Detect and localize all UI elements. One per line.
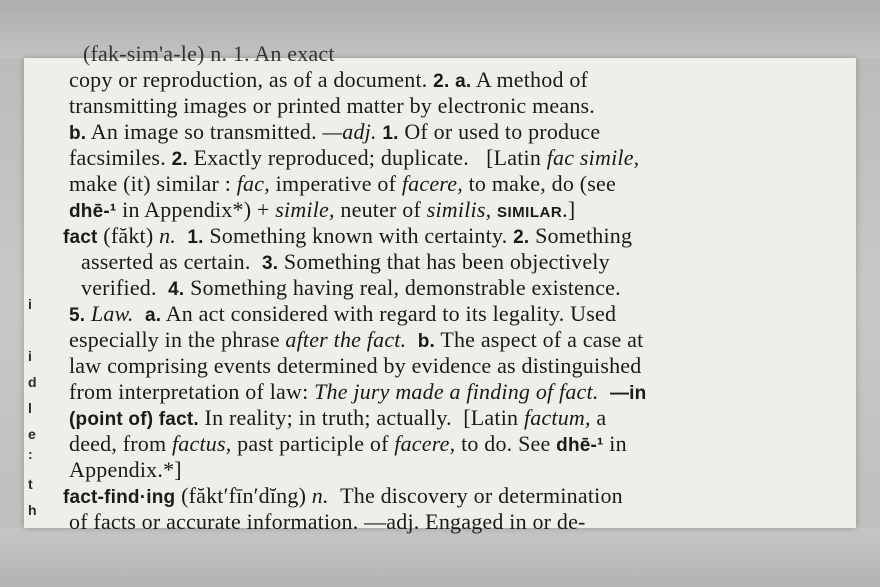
- facsimile-line-6: [69, 197, 849, 223]
- sense-number: 5.: [69, 305, 86, 326]
- idiom-marker: —in: [609, 383, 647, 404]
- sense-number: 3.: [261, 253, 279, 274]
- left-margin-bleed-letters: [24, 58, 54, 528]
- facsimile-line-1: [69, 67, 849, 93]
- sense-number: 2.: [171, 149, 188, 170]
- fact-line-6: [69, 353, 849, 379]
- latin-term: facere,: [394, 431, 456, 456]
- subsense-letter: b.: [417, 331, 435, 352]
- text: make (it) similar :: [69, 171, 232, 196]
- text: An act considered with regard to its legality. Used: [165, 301, 617, 326]
- fact-line-5: [69, 327, 849, 353]
- facsimile-line-3: [69, 119, 849, 145]
- text: to make, do (see: [468, 171, 616, 196]
- text: from interpretation of law:: [69, 379, 309, 404]
- fact-line-9: [69, 431, 849, 457]
- margin-mark: t: [28, 476, 33, 492]
- cut-top-line: [69, 41, 849, 67]
- text: neuter of: [340, 197, 422, 222]
- sense-number: 4.: [168, 279, 185, 300]
- margin-mark: i: [28, 348, 32, 364]
- sense-number: 2.: [513, 227, 530, 248]
- example-sentence: The jury made a finding of fact.: [314, 379, 599, 404]
- text: The discovery or determination: [340, 483, 623, 508]
- cut-bottom-line: [69, 509, 849, 535]
- fact-line-4: [69, 301, 849, 327]
- margin-mark: h: [28, 502, 37, 518]
- text: verified.: [81, 275, 157, 300]
- facsimile-line-2: [69, 93, 849, 119]
- text: Appendix.*]: [69, 457, 182, 482]
- sense-number: 1.: [187, 227, 204, 248]
- etymology-open: [Latin: [463, 405, 519, 430]
- text: imperative of: [275, 171, 397, 196]
- root-reference: dhē-¹: [556, 435, 604, 456]
- text: transmitting images or printed matter by electronic means.: [69, 93, 596, 118]
- sense-number: 1.: [382, 123, 399, 144]
- dictionary-page: [24, 41, 856, 534]
- latin-term: factus,: [172, 431, 232, 456]
- text: especially in the phrase: [69, 327, 280, 352]
- text: a: [596, 405, 607, 430]
- fact-line-2: [69, 249, 849, 275]
- sense-number: 2.: [433, 71, 450, 92]
- subsense-letter: a.: [455, 71, 472, 92]
- headword: fact-find·ing: [63, 487, 176, 508]
- etymology-open: [Latin: [486, 145, 542, 170]
- pos-label: n.: [311, 483, 329, 508]
- headword: fact: [63, 227, 98, 248]
- text: In reality; in truth; actually.: [204, 405, 452, 430]
- latin-term: factum,: [523, 405, 591, 430]
- background-blur-bottom: [0, 528, 880, 587]
- subsense-letter: b.: [69, 123, 87, 144]
- pronunciation: (făkt′fīn′dĭng): [181, 483, 307, 508]
- pos-label: n.: [159, 223, 176, 248]
- root-reference: dhē-¹: [69, 201, 117, 222]
- text: Something: [535, 223, 633, 248]
- text: in Appendix*) +: [122, 197, 270, 222]
- text: A method of: [475, 67, 589, 92]
- fact-line-7: [69, 379, 849, 405]
- subsense-letter: a.: [144, 305, 162, 326]
- text: Something that has been objectively: [283, 249, 610, 274]
- text: facsimiles.: [69, 145, 166, 170]
- text: Exactly reproduced; duplicate.: [193, 145, 469, 170]
- pos-label: —adj.: [322, 119, 377, 144]
- fact-line-10: [69, 457, 849, 483]
- text: in: [609, 431, 627, 456]
- latin-term: similis,: [426, 197, 492, 222]
- text: Something having real, demonstrable existence.: [190, 275, 621, 300]
- idiom: (point of) fact.: [69, 409, 199, 430]
- text: to do. See: [461, 431, 551, 456]
- text: The aspect of a case at: [440, 327, 644, 352]
- cut-top-text: (fak-sim'a-le) n. 1. An exact: [83, 41, 335, 66]
- cross-reference: SIMILAR: [496, 204, 563, 221]
- fact-finding-headword-line: [63, 483, 849, 509]
- text: copy or reproduction, as of a document.: [69, 67, 428, 92]
- cut-bottom-text: of facts or accurate information. —adj. Engaged in or de-: [69, 509, 586, 534]
- fact-line-3: [69, 275, 849, 301]
- fact-line-8: [69, 405, 849, 431]
- margin-mark: :: [28, 446, 33, 462]
- text: asserted as certain.: [81, 249, 251, 274]
- entry-text-block: [63, 41, 849, 535]
- latin-term: fac,: [236, 171, 270, 196]
- text: past participle of: [237, 431, 389, 456]
- text: deed, from: [69, 431, 167, 456]
- latin-term: simile,: [275, 197, 335, 222]
- fact-headword-line: [63, 223, 849, 249]
- text: An image so transmitted.: [90, 119, 317, 144]
- pronunciation: (făkt): [103, 223, 154, 248]
- margin-mark: d: [28, 374, 37, 390]
- text: .]: [562, 197, 576, 222]
- facsimile-line-5: [69, 171, 849, 197]
- usage-label: Law.: [90, 301, 134, 326]
- text: Of or used to produce: [404, 119, 601, 144]
- text: Something known with certainty.: [209, 223, 508, 248]
- latin-term: facere,: [401, 171, 463, 196]
- margin-mark: i: [28, 296, 32, 312]
- facsimile-line-4: [69, 145, 849, 171]
- phrase: after the fact.: [285, 327, 407, 352]
- text: law comprising events determined by evidence as distinguished: [69, 353, 642, 378]
- margin-mark: l: [28, 400, 32, 416]
- latin-term: fac simile,: [546, 145, 640, 170]
- margin-mark: e: [28, 426, 36, 442]
